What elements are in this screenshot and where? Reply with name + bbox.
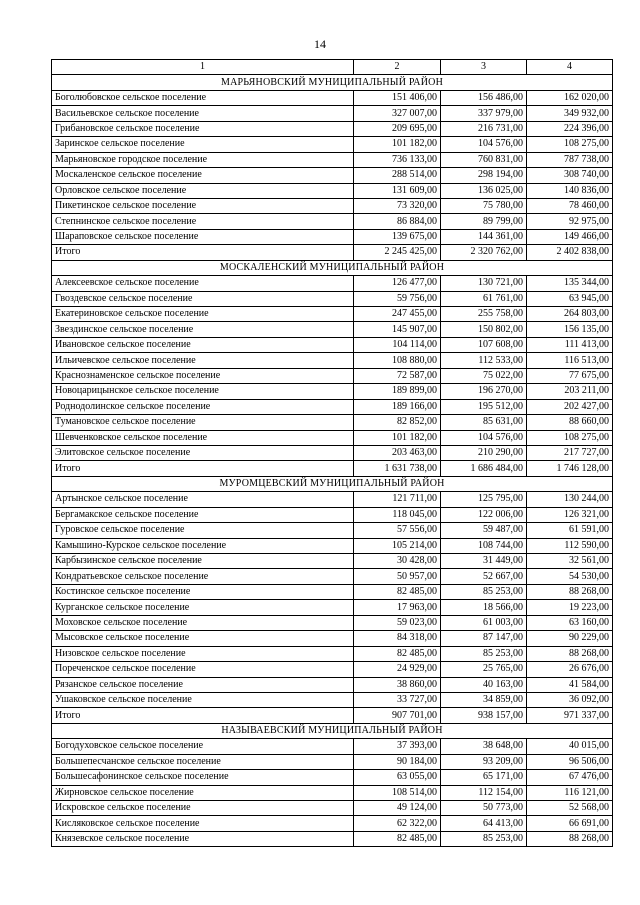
table-row [52,554,613,569]
value-col4-cell: 36 092,00 [527,692,613,707]
value-col4-cell: 126 321,00 [527,507,613,522]
value-col2-cell: 108 514,00 [354,785,441,800]
settlement-name-cell: Орловское сельское поселение [52,183,354,198]
value-col3-cell: 64 413,00 [441,816,527,831]
settlement-name-cell: Большепесчанское сельское поселение [52,754,354,769]
value-col4-cell: 40 015,00 [527,739,613,754]
settlement-name-cell: Роднодолинское сельское поселение [52,399,354,414]
value-col2-cell: 17 963,00 [354,600,441,615]
value-col2-cell: 82 485,00 [354,646,441,661]
value-col4-cell: 88 268,00 [527,831,613,846]
value-col3-cell: 50 773,00 [441,801,527,816]
settlement-name-cell: Грибановское сельское поселение [52,121,354,136]
value-col4-cell: 77 675,00 [527,368,613,383]
settlement-name-cell: Пикетинское сельское поселение [52,198,354,213]
table-row [52,492,613,507]
value-col3-cell: 104 576,00 [441,137,527,152]
settlement-name-cell: Ильичевское сельское поселение [52,353,354,368]
value-col2-cell: 90 184,00 [354,754,441,769]
value-col4-cell: 162 020,00 [527,90,613,105]
value-col4-cell: 156 135,00 [527,322,613,337]
value-col4-cell: 787 738,00 [527,152,613,167]
settlement-name-cell: Пореченское сельское поселение [52,662,354,677]
district-title: МАРЬЯНОВСКИЙ МУНИЦИПАЛЬНЫЙ РАЙОН [52,75,613,90]
table-row [52,785,613,800]
table-row [52,322,613,337]
value-col2-cell: 50 957,00 [354,569,441,584]
value-col4-cell: 108 275,00 [527,137,613,152]
table-body [52,60,613,847]
district-title: НАЗЫВАЕВСКИЙ МУНИЦИПАЛЬНЫЙ РАЙОН [52,723,613,738]
value-col4-cell: 88 660,00 [527,415,613,430]
value-col2-cell: 86 884,00 [354,214,441,229]
value-col3-cell: 216 731,00 [441,121,527,136]
value-col2-cell: 101 182,00 [354,137,441,152]
column-number-4: 4 [527,60,613,75]
value-col3-cell: 156 486,00 [441,90,527,105]
table-row [52,662,613,677]
table-row [52,831,613,846]
settlement-name-cell: Низовское сельское поселение [52,646,354,661]
value-col3-cell: 210 290,00 [441,445,527,460]
column-number-2: 2 [354,60,441,75]
settlement-name-cell: Итого [52,245,354,260]
value-col4-cell: 63 945,00 [527,291,613,306]
value-col3-cell: 144 361,00 [441,229,527,244]
value-col4-cell: 90 229,00 [527,631,613,646]
value-col2-cell: 131 609,00 [354,183,441,198]
budget-table [51,59,613,847]
value-col3-cell: 85 631,00 [441,415,527,430]
value-col4-cell: 88 268,00 [527,584,613,599]
settlement-name-cell: Итого [52,461,354,476]
value-col4-cell: 32 561,00 [527,554,613,569]
settlement-name-cell: Артынское сельское поселение [52,492,354,507]
table-row [52,677,613,692]
value-col2-cell: 59 023,00 [354,615,441,630]
value-col3-cell: 85 253,00 [441,584,527,599]
settlement-name-cell: Князевское сельское поселение [52,831,354,846]
table-row [52,816,613,831]
value-col4-cell: 63 160,00 [527,615,613,630]
value-col2-cell: 63 055,00 [354,770,441,785]
column-number-header-row [52,60,613,75]
value-col2-cell: 72 587,00 [354,368,441,383]
table-row [52,368,613,383]
column-number-1: 1 [52,60,354,75]
value-col4-cell: 78 460,00 [527,198,613,213]
settlement-name-cell: Гвоздевское сельское поселение [52,291,354,306]
table-row [52,137,613,152]
table-row [52,168,613,183]
value-col2-cell: 73 320,00 [354,198,441,213]
table-row [52,229,613,244]
settlement-name-cell: Заринское сельское поселение [52,137,354,152]
table-row [52,523,613,538]
settlement-name-cell: Боголюбовское сельское поселение [52,90,354,105]
value-col2-cell: 1 631 738,00 [354,461,441,476]
value-col2-cell: 288 514,00 [354,168,441,183]
value-col2-cell: 24 929,00 [354,662,441,677]
value-col3-cell: 52 667,00 [441,569,527,584]
value-col3-cell: 104 576,00 [441,430,527,445]
page-number: 14 [314,37,326,51]
settlement-name-cell: Москаленское сельское поселение [52,168,354,183]
value-col4-cell: 217 727,00 [527,445,613,460]
value-col2-cell: 33 727,00 [354,692,441,707]
settlement-name-cell: Степнинское сельское поселение [52,214,354,229]
value-col2-cell: 62 322,00 [354,816,441,831]
value-col4-cell: 116 513,00 [527,353,613,368]
value-col4-cell: 2 402 838,00 [527,245,613,260]
table-row [52,600,613,615]
value-col2-cell: 37 393,00 [354,739,441,754]
value-col2-cell: 209 695,00 [354,121,441,136]
value-col2-cell: 145 907,00 [354,322,441,337]
district-header-row [52,476,613,491]
table-row [52,430,613,445]
settlement-name-cell: Алексеевское сельское поселение [52,276,354,291]
value-col4-cell: 26 676,00 [527,662,613,677]
value-col4-cell: 264 803,00 [527,307,613,322]
settlement-name-cell: Кондратьевское сельское поселение [52,569,354,584]
settlement-name-cell: Шараповское сельское поселение [52,229,354,244]
value-col2-cell: 84 318,00 [354,631,441,646]
total-row [52,461,613,476]
table-row [52,183,613,198]
district-header-row [52,260,613,275]
value-col4-cell: 1 746 128,00 [527,461,613,476]
value-col2-cell: 126 477,00 [354,276,441,291]
table-row [52,584,613,599]
value-col2-cell: 189 899,00 [354,384,441,399]
value-col4-cell: 349 932,00 [527,106,613,121]
district-header-row [52,723,613,738]
value-col2-cell: 151 406,00 [354,90,441,105]
value-col2-cell: 139 675,00 [354,229,441,244]
table-row [52,90,613,105]
value-col2-cell: 49 124,00 [354,801,441,816]
value-col2-cell: 203 463,00 [354,445,441,460]
value-col2-cell: 101 182,00 [354,430,441,445]
table-row [52,631,613,646]
value-col2-cell: 82 852,00 [354,415,441,430]
value-col3-cell: 112 154,00 [441,785,527,800]
settlement-name-cell: Жирновское сельское поселение [52,785,354,800]
value-col3-cell: 150 802,00 [441,322,527,337]
value-col4-cell: 149 466,00 [527,229,613,244]
value-col3-cell: 136 025,00 [441,183,527,198]
settlement-name-cell: Васильевское сельское поселение [52,106,354,121]
settlement-name-cell: Моховское сельское поселение [52,615,354,630]
settlement-name-cell: Карбызинское сельское поселение [52,554,354,569]
settlement-name-cell: Камышино-Курское сельское поселение [52,538,354,553]
value-col4-cell: 971 337,00 [527,708,613,723]
value-col3-cell: 40 163,00 [441,677,527,692]
settlement-name-cell: Мысовское сельское поселение [52,631,354,646]
value-col3-cell: 31 449,00 [441,554,527,569]
value-col4-cell: 224 396,00 [527,121,613,136]
value-col4-cell: 140 836,00 [527,183,613,198]
value-col4-cell: 130 244,00 [527,492,613,507]
value-col2-cell: 189 166,00 [354,399,441,414]
table-row [52,384,613,399]
table-row [52,415,613,430]
settlement-name-cell: Новоцарицынское сельское поселение [52,384,354,399]
table-row [52,152,613,167]
settlement-name-cell: Элитовское сельское поселение [52,445,354,460]
settlement-name-cell: Екатериновское сельское поселение [52,307,354,322]
value-col2-cell: 38 860,00 [354,677,441,692]
value-col3-cell: 1 686 484,00 [441,461,527,476]
value-col3-cell: 130 721,00 [441,276,527,291]
value-col4-cell: 67 476,00 [527,770,613,785]
value-col2-cell: 57 556,00 [354,523,441,538]
table-row [52,692,613,707]
table-row [52,445,613,460]
settlement-name-cell: Марьяновское городское поселение [52,152,354,167]
value-col2-cell: 327 007,00 [354,106,441,121]
table-row [52,106,613,121]
value-col3-cell: 85 253,00 [441,646,527,661]
value-col2-cell: 2 245 425,00 [354,245,441,260]
value-col4-cell: 66 691,00 [527,816,613,831]
table-row [52,121,613,136]
settlement-name-cell: Большесафонинское сельское поселение [52,770,354,785]
total-row [52,245,613,260]
value-col3-cell: 89 799,00 [441,214,527,229]
total-row [52,708,613,723]
value-col2-cell: 907 701,00 [354,708,441,723]
settlement-name-cell: Ушаковское сельское поселение [52,692,354,707]
value-col4-cell: 111 413,00 [527,337,613,352]
value-col3-cell: 107 608,00 [441,337,527,352]
value-col2-cell: 104 114,00 [354,337,441,352]
value-col4-cell: 202 427,00 [527,399,613,414]
value-col4-cell: 52 568,00 [527,801,613,816]
value-col4-cell: 308 740,00 [527,168,613,183]
settlement-name-cell: Богодуховское сельское поселение [52,739,354,754]
value-col4-cell: 135 344,00 [527,276,613,291]
value-col4-cell: 88 268,00 [527,646,613,661]
value-col2-cell: 108 880,00 [354,353,441,368]
value-col3-cell: 196 270,00 [441,384,527,399]
value-col3-cell: 59 487,00 [441,523,527,538]
value-col4-cell: 61 591,00 [527,523,613,538]
value-col2-cell: 121 711,00 [354,492,441,507]
value-col2-cell: 59 756,00 [354,291,441,306]
settlement-name-cell: Рязанское сельское поселение [52,677,354,692]
value-col3-cell: 298 194,00 [441,168,527,183]
table-row [52,770,613,785]
value-col3-cell: 25 765,00 [441,662,527,677]
district-title: МОСКАЛЕНСКИЙ МУНИЦИПАЛЬНЫЙ РАЙОН [52,260,613,275]
value-col3-cell: 122 006,00 [441,507,527,522]
value-col4-cell: 41 584,00 [527,677,613,692]
value-col4-cell: 203 211,00 [527,384,613,399]
value-col3-cell: 938 157,00 [441,708,527,723]
value-col2-cell: 30 428,00 [354,554,441,569]
value-col2-cell: 82 485,00 [354,584,441,599]
value-col4-cell: 108 275,00 [527,430,613,445]
table-row [52,214,613,229]
value-col2-cell: 247 455,00 [354,307,441,322]
settlement-name-cell: Гуровское сельское поселение [52,523,354,538]
settlement-name-cell: Бергамакское сельское поселение [52,507,354,522]
table-row [52,801,613,816]
table-row [52,276,613,291]
value-col2-cell: 105 214,00 [354,538,441,553]
value-col3-cell: 337 979,00 [441,106,527,121]
value-col3-cell: 61 003,00 [441,615,527,630]
value-col3-cell: 38 648,00 [441,739,527,754]
value-col3-cell: 195 512,00 [441,399,527,414]
value-col2-cell: 118 045,00 [354,507,441,522]
value-col4-cell: 19 223,00 [527,600,613,615]
settlement-name-cell: Искровское сельское поселение [52,801,354,816]
value-col4-cell: 92 975,00 [527,214,613,229]
settlement-name-cell: Костинское сельское поселение [52,584,354,599]
value-col3-cell: 75 022,00 [441,368,527,383]
value-col3-cell: 87 147,00 [441,631,527,646]
value-col3-cell: 34 859,00 [441,692,527,707]
table-row [52,569,613,584]
value-col2-cell: 82 485,00 [354,831,441,846]
value-col4-cell: 96 506,00 [527,754,613,769]
district-title: МУРОМЦЕВСКИЙ МУНИЦИПАЛЬНЫЙ РАЙОН [52,476,613,491]
table-row [52,754,613,769]
table-row [52,399,613,414]
value-col3-cell: 255 758,00 [441,307,527,322]
value-col3-cell: 85 253,00 [441,831,527,846]
table-row [52,507,613,522]
value-col3-cell: 125 795,00 [441,492,527,507]
settlement-name-cell: Ивановское сельское поселение [52,337,354,352]
value-col4-cell: 54 530,00 [527,569,613,584]
value-col3-cell: 2 320 762,00 [441,245,527,260]
value-col3-cell: 61 761,00 [441,291,527,306]
settlement-name-cell: Кисляковское сельское поселение [52,816,354,831]
table-row [52,337,613,352]
table-row [52,739,613,754]
value-col3-cell: 18 566,00 [441,600,527,615]
table-row [52,353,613,368]
settlement-name-cell: Звездинское сельское поселение [52,322,354,337]
table-row [52,198,613,213]
district-header-row [52,75,613,90]
column-number-3: 3 [441,60,527,75]
settlement-name-cell: Тумановское сельское поселение [52,415,354,430]
settlement-name-cell: Краснознаменское сельское поселение [52,368,354,383]
value-col3-cell: 75 780,00 [441,198,527,213]
table-row [52,646,613,661]
value-col3-cell: 108 744,00 [441,538,527,553]
settlement-name-cell: Курганское сельское поселение [52,600,354,615]
value-col3-cell: 65 171,00 [441,770,527,785]
value-col3-cell: 760 831,00 [441,152,527,167]
table-row [52,307,613,322]
settlement-name-cell: Итого [52,708,354,723]
value-col2-cell: 736 133,00 [354,152,441,167]
table-row [52,615,613,630]
settlement-name-cell: Шевченковское сельское поселение [52,430,354,445]
value-col4-cell: 116 121,00 [527,785,613,800]
value-col3-cell: 93 209,00 [441,754,527,769]
value-col3-cell: 112 533,00 [441,353,527,368]
table-row [52,291,613,306]
value-col4-cell: 112 590,00 [527,538,613,553]
table-row [52,538,613,553]
